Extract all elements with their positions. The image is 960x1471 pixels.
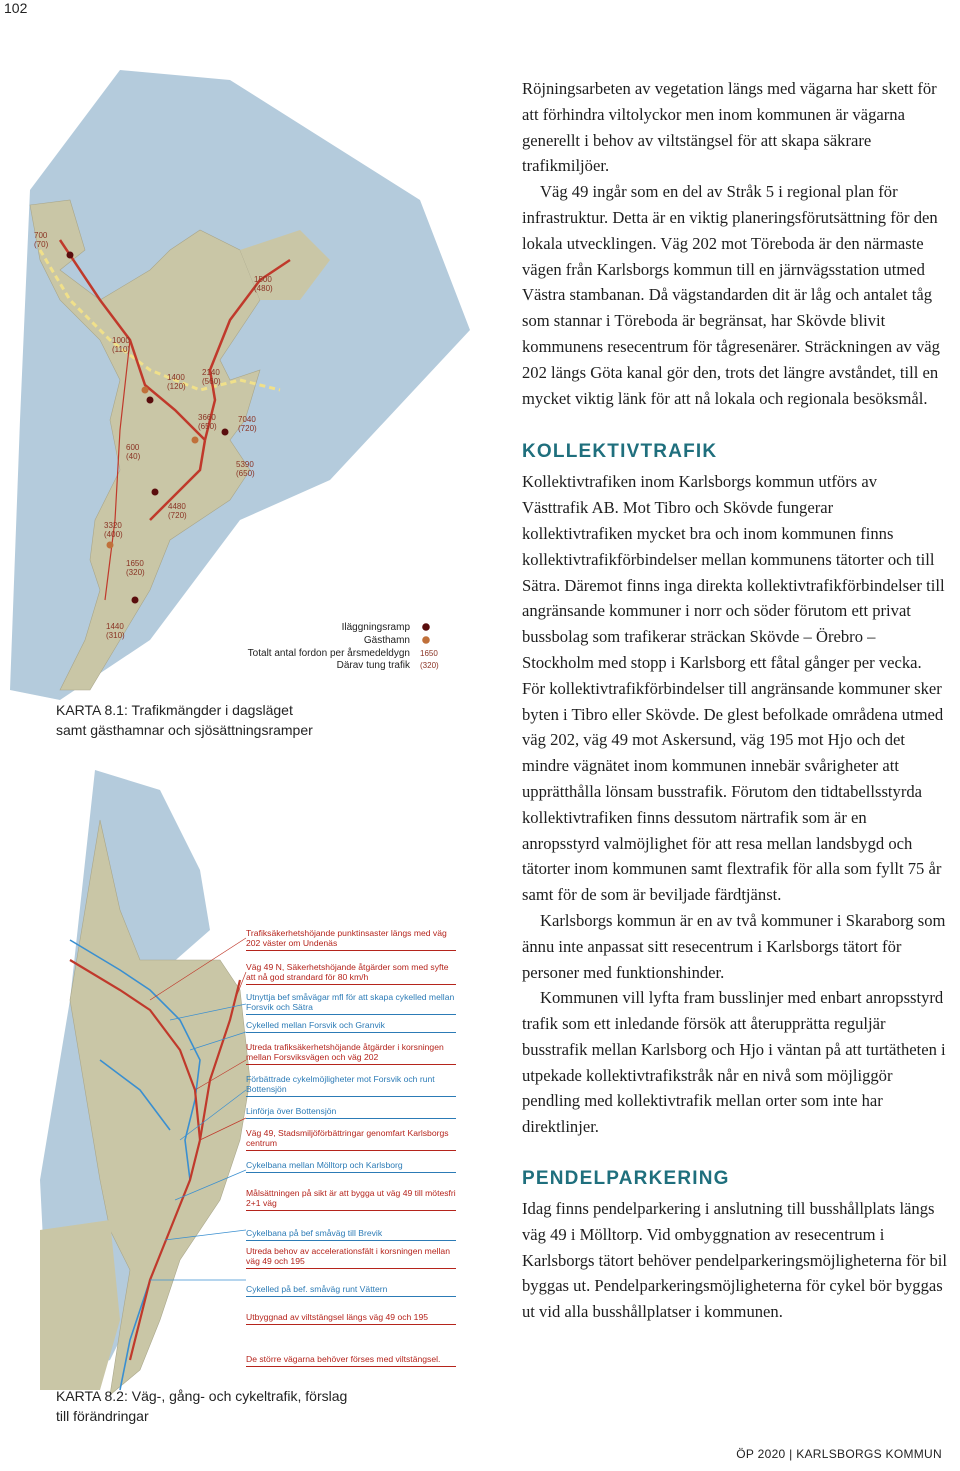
traffic-label xyxy=(254,275,273,293)
traffic-volume-map xyxy=(0,0,480,700)
svg-text:(320): (320) xyxy=(126,568,145,577)
svg-text:(650): (650) xyxy=(198,422,217,431)
harbor-marker xyxy=(107,542,114,549)
map2-caption: KARTA 8.2: Väg-, gång- och cykeltrafik, förslag till förändringar xyxy=(56,1388,348,1424)
launch-marker xyxy=(67,252,74,259)
annotation-49-195-crossing: Utreda behov av accelerationsfält i korsningen mellan väg 49 och 195 xyxy=(246,1246,456,1269)
annotation-bottensjon-cycling: Förbättrade cykelmöjligheter mot Forsvik och runt Bottensjön xyxy=(246,1074,456,1097)
paragraph: Idag finns pendelparkering i anslutning till busshållplats längs väg 49 i Mölltorp. Vid ombyggnation av resecentrum i Karlsborgs tätort behöver pendelparkeringsmöjligheterna för bil byggas ut. Pendelparkeringsmöjligheterna för cykel bör byggas ut vid alla busshållplatser i kommunen. xyxy=(522,1199,948,1322)
svg-text:1440: 1440 xyxy=(106,622,124,631)
launch-marker xyxy=(147,397,154,404)
paragraph: Röjningsarbeten av vegetation längs med vägarna har skett för att förhindra viltolyckor men inom kommunen är vägarna generellt i behov av viltstängsel för att skapa säkrare trafikmiljöer. xyxy=(522,79,937,176)
map1-caption: KARTA 8.1: Trafikmängder i dagsläget samt gästhamnar och sjösättningsramper xyxy=(56,702,313,738)
svg-text:3320: 3320 xyxy=(104,521,122,530)
legend-sample-value: 1650 xyxy=(420,649,438,658)
svg-text:(40): (40) xyxy=(126,452,141,461)
map-legend xyxy=(248,622,439,671)
svg-text:(480): (480) xyxy=(254,284,273,293)
paragraph: Karlsborgs kommun är en av två kommuner i Skaraborg som ännu inte anpassat sitt resecentrum i Karlsborgs tätort för personer med funktionshinder. xyxy=(522,910,946,982)
legend-heavy: Därav tung trafik xyxy=(336,660,410,671)
launch-marker xyxy=(222,429,229,436)
annotation-49-town-centre: Väg 49, Stadsmiljöförbättringar genomfart Karlsborgs centrum xyxy=(246,1128,456,1151)
legend-sample-sub: (320) xyxy=(420,661,439,670)
svg-text:(560): (560) xyxy=(202,377,221,386)
traffic-label xyxy=(168,502,187,520)
traffic-label xyxy=(34,231,49,249)
traffic-label xyxy=(202,368,221,386)
annotation-brevik-cycleway: Cykelbana på bef småväg till Brevik xyxy=(246,1228,456,1241)
legend-launch: Iläggningsramp xyxy=(341,622,410,633)
svg-text:2140: 2140 xyxy=(202,368,220,377)
text-column xyxy=(522,76,947,1325)
traffic-label xyxy=(238,415,257,433)
legend-harbor: Gästhamn xyxy=(363,635,410,646)
traffic-label xyxy=(106,622,125,640)
harbor-marker xyxy=(192,437,199,444)
heading-kollektivtrafik: KOLLEKTIVTRAFIK xyxy=(522,441,718,463)
svg-text:(650): (650) xyxy=(236,469,255,478)
page-number: 102 xyxy=(4,0,28,16)
annotation-molltorp-cycleway: Cykelbana mellan Mölltorp och Karlsborg xyxy=(246,1160,456,1173)
annotation-forsvik-granvik: Cykelled mellan Forsvik och Granvik xyxy=(246,1020,456,1033)
svg-text:(70): (70) xyxy=(34,240,49,249)
svg-text:1500: 1500 xyxy=(254,275,272,284)
svg-text:3660: 3660 xyxy=(198,413,216,422)
page-footer: ÖP 2020 | KARLSBORGS KOMMUN xyxy=(736,1447,942,1461)
launch-marker xyxy=(152,489,159,496)
paragraph: Kommunen vill lyfta fram busslinjer med enbart anropsstyrd trafik som ett inledande försök att återupprätta reguljär busstrafik mellan Karlsborg och Hjo i väntan på att turtätheten i utpekade kollektivtrafikstråk når en nivå som möjliggör pendling med kollektivtrafik mellan orter som inte har direktlinjer. xyxy=(522,988,946,1137)
traffic-label xyxy=(126,559,145,577)
traffic-label xyxy=(198,413,217,431)
traffic-label xyxy=(167,373,186,391)
traffic-label xyxy=(126,443,141,461)
harbor-legend-dot xyxy=(422,636,430,644)
annotation-forsvik-satra: Utnyttja bef småvägar mfl för att skapa cykelled mellan Forsvik och Sätra xyxy=(246,992,456,1015)
annotation-linforja: Linförja över Bottensjön xyxy=(246,1106,456,1119)
launch-legend-dot xyxy=(422,623,430,631)
legend-total: Totalt antal fordon per årsmedeldygn xyxy=(247,648,410,659)
harbor-marker xyxy=(142,387,149,394)
annotation-202-west-undenas: Trafiksäkerhetshöjande punktinsaster längs med väg 202 väster om Undenäs xyxy=(246,928,456,951)
annotation-wildlife-fence: Utbyggnad av viltstängsel längs väg 49 och 195 xyxy=(246,1312,456,1325)
svg-text:1650: 1650 xyxy=(126,559,144,568)
traffic-label xyxy=(104,521,123,539)
land-area xyxy=(40,1220,120,1390)
annotation-forsviks-crossing: Utreda trafiksäkerhetshöjande åtgärder i korsningen mellan Forsviksvägen och väg 202 xyxy=(246,1042,456,1065)
traffic-label xyxy=(236,460,255,478)
paragraph: Väg 49 ingår som en del av Stråk 5 i regional plan för infrastruktur. Detta är en viktig planeringsförutsättning för den lokala utvecklingen. Väg 202 mot Töreboda är den närmaste vägen från Karlsborgs kommun till en järnvägsstation utmed Västra stambanan. Då vägstandarden dit är låg och antalet tåg som stannar i Töreboda är begränsat, har Skövde blivit kommunens resecentrum för tågresenärer. Sträckningen av väg 202 längs Göta kanal gör den, trots det längre avståndet, till en mycket viktig länk för att nå lokala och regionala besöksmål. xyxy=(522,182,940,408)
launch-marker xyxy=(132,597,139,604)
annotation-49n-safety: Väg 49 N, Säkerhetshöjande åtgärder som med syfte att nå god strandard för 80 km/h xyxy=(246,962,456,985)
svg-text:5390: 5390 xyxy=(236,460,254,469)
paragraph: Kollektivtrafiken inom Karlsborgs kommun utförs av Västtrafik AB. Mot Tibro och Skövde fungerar kollektivtrafiken mycket bra och inom kommunen finns kollektivtrafikförbindelser mellan kommunens tätorter och till Sätra. Däremot finns inga direkta kollektivtrafikförbindelser till angränsande kommuner i norr och söder förutom ett privat bussbolag som trafikerar sträckan Skövde – Örebro – Stockholm med stopp i Karlsborg ett fåtal gånger per vecka. För kollektivtrafikförbindelser till angränsande kommuner sker byten i Tibro eller Skövde. De glest befolkade områdena utmed väg 202, väg 49 mot Askersund, väg 195 mot Hjo och det mindre vägnätet inom kommunen innebär svårigheter att upprätthålla lönsam busstrafik. Förutom den tidtabellsstyrda kollektivtrafiken finns dessutom närtrafik som är en anropsstyrd valmöjlighet för att resa mellan landsbygd och tätorter inom kommunen samt flextrafik för alla som fyllt 75 år samt för de som är beviljade färdtjänst. xyxy=(522,472,945,905)
svg-text:(720): (720) xyxy=(238,424,257,433)
svg-text:(720): (720) xyxy=(168,511,187,520)
svg-text:7040: 7040 xyxy=(238,415,256,424)
svg-text:700: 700 xyxy=(34,231,48,240)
svg-text:600: 600 xyxy=(126,443,140,452)
heading-pendelparkering: PENDELPARKERING xyxy=(522,1168,730,1190)
svg-text:(400): (400) xyxy=(104,530,123,539)
svg-text:1000: 1000 xyxy=(112,336,130,345)
svg-text:(120): (120) xyxy=(167,382,186,391)
traffic-label xyxy=(112,336,130,354)
annotation-49-2plus1: Målsättningen på sikt är att bygga ut väg 49 till mötesfri 2+1 väg xyxy=(246,1188,456,1211)
annotation-vattern-cycleway: Cykelled på bef. småväg runt Vättern xyxy=(246,1284,456,1297)
svg-text:1400: 1400 xyxy=(167,373,185,382)
svg-text:4480: 4480 xyxy=(168,502,186,511)
svg-text:(110): (110) xyxy=(112,345,131,354)
annotation-larger-roads-fence: De större vägarna behöver förses med viltstängsel. xyxy=(246,1354,456,1367)
svg-text:(310): (310) xyxy=(106,631,125,640)
